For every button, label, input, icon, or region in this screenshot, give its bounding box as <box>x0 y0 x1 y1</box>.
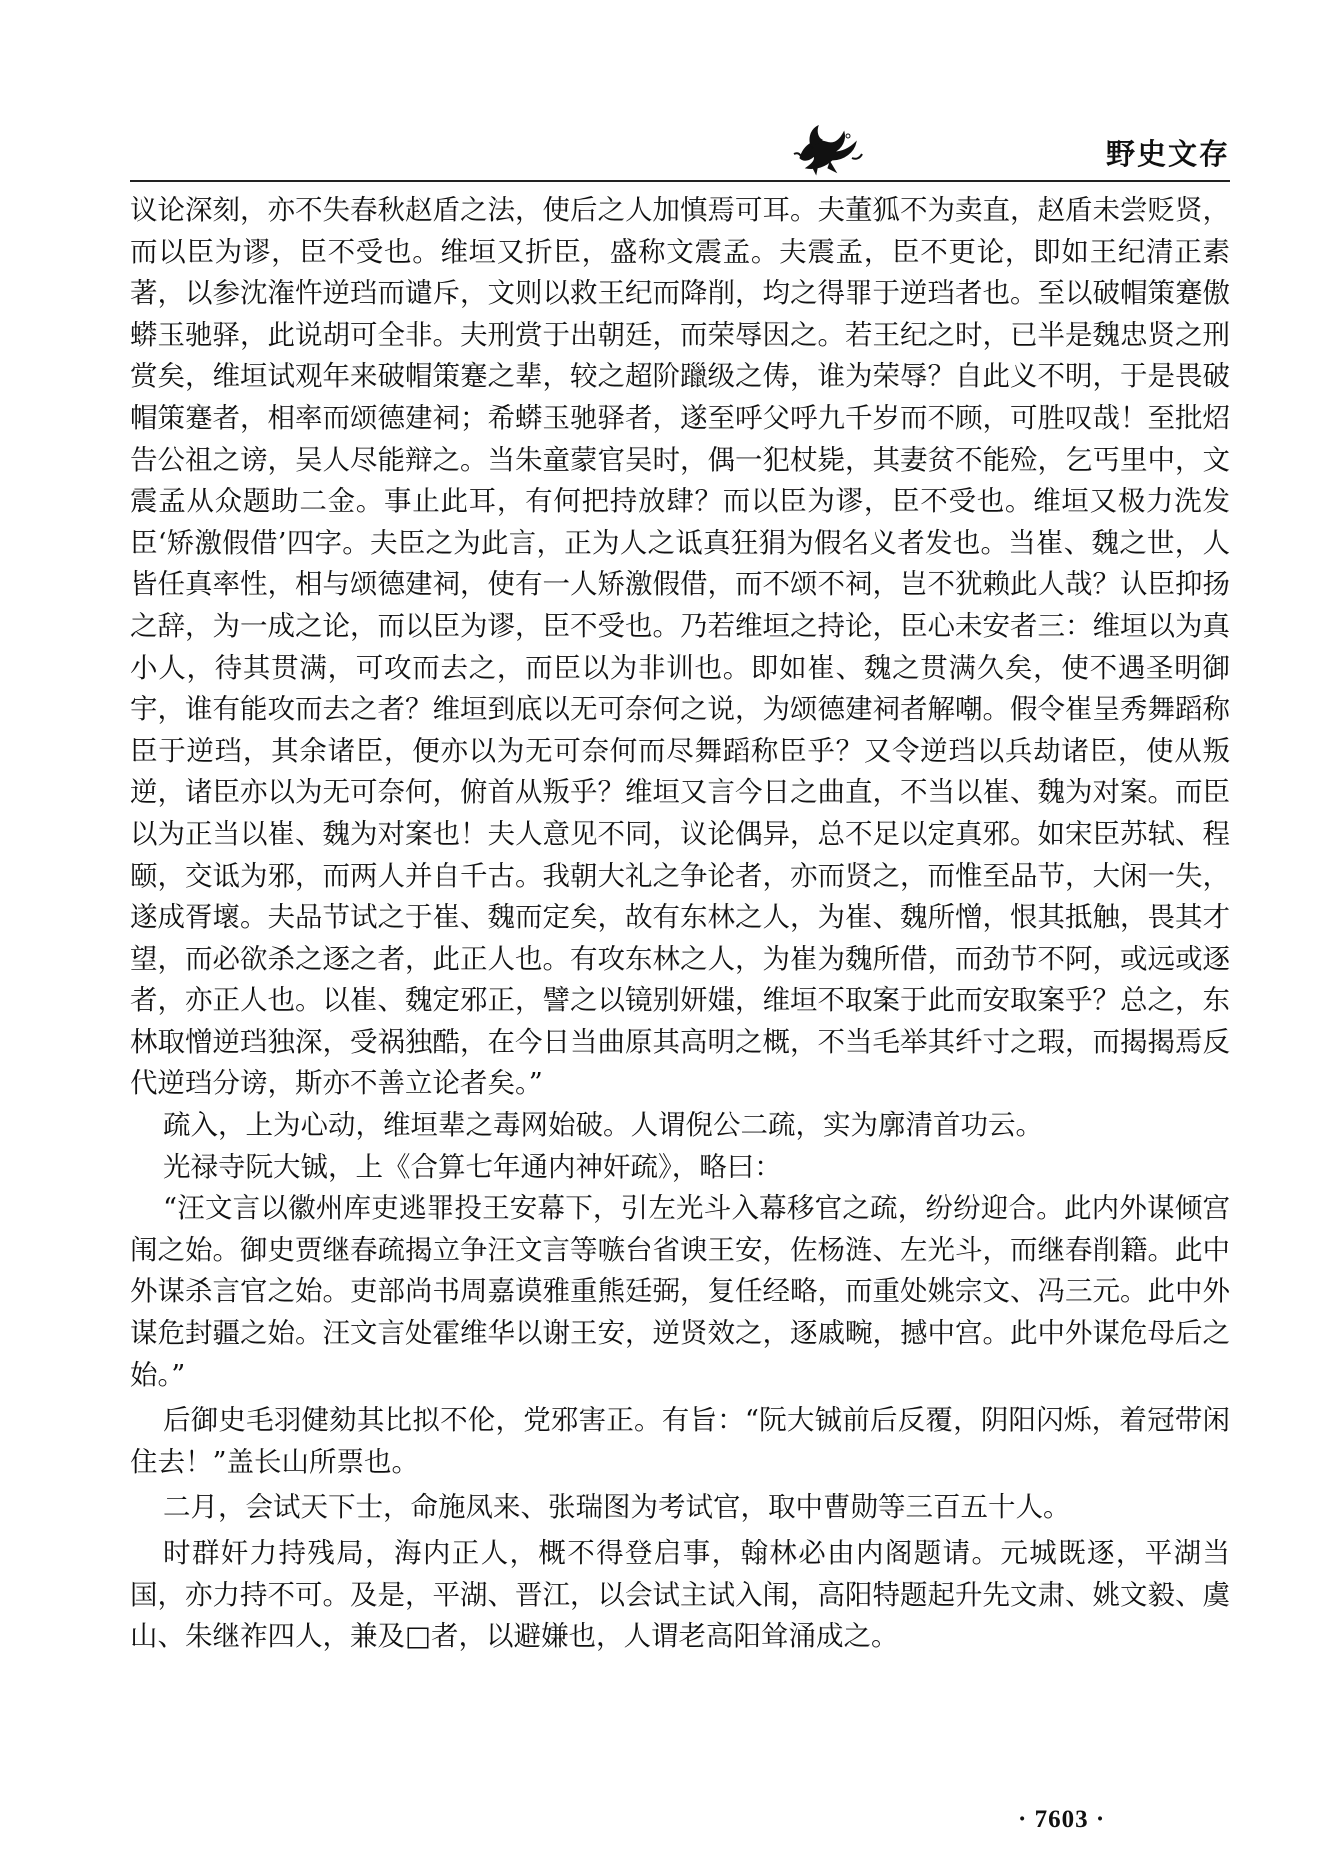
paragraph: 光禄寺阮大铖，上《合算七年通内神奸疏》，略曰： <box>163 1150 782 1183</box>
body-text <box>130 190 1230 1658</box>
paragraph: 后御史毛羽健劾其比拟不伦，党邪害正。有旨：“阮大铖前后反覆，阴阳闪烁，着冠带闲住去！”盖长山所票也。 <box>130 1404 1230 1478</box>
paragraph: 时群奸力持残局，海内正人，概不得登启事，翰林必由内阁题请。元城既逐，平湖当国，亦力持不可。及是，平湖、晋江，以会试主试入闱，高阳特题起升先文肃、姚文毅、虞山、朱继祚四人，兼及□者，以避嫌也，人谓老高阳耸涌成之。 <box>130 1537 1230 1653</box>
book-series-title: 野史文存 <box>1105 137 1230 171</box>
page-number: · 7603 · <box>1018 1806 1106 1833</box>
running-header <box>760 118 1230 178</box>
paragraph: 二月，会试天下士，命施凤来、张瑞图为考试官，取中曹勋等三百五十人。 <box>163 1491 1071 1524</box>
paragraph: 议论深刻，亦不失春秋赵盾之法，使后之人加慎焉可耳。夫董狐不为卖直，赵盾未尝贬贤，而以臣为谬，臣不受也。维垣又折臣，盛称文震孟。夫震孟，臣不更论，即如王纪清正素著，以参沈潅忤逆珰而谴斥，文则以救王纪而降削，均之得罪于逆珰者也。至以破帽策蹇傲蟒玉驰驿，此说胡可全非。夫刑赏于出朝廷，而荣辱因之。若王纪之时，已半是魏忠贤之刑赏矣，维垣试观年来破帽策蹇之辈，较之超阶躐级之俦，谁为荣辱？自此义不明，于是畏破帽策蹇者，相率而颂德建祠；希蟒玉驰驿者，遂至呼父呼九千岁而不顾，可胜叹哉！至批炤告公祖之谤，吴人尽能辩之。当朱童蒙官吴时，偶一犯杖毙，其妻贫不能殓，乞丐里中，文震孟从众题助二金。事止此耳，有何把持放肆？而以臣为谬，臣不受也。维垣又极力洗发臣‘矫激假借’四字。夫臣之为此言，正为人之诋真狂狷为假名义者发也。当崔、魏之世，人皆任真率性，相与颂德建祠，使有一人矫激假借，而不颂不祠，岂不犹赖此人哉？认臣抑扬之辞，为一成之论，而以臣为谬，臣不受也。乃若维垣之持论，臣心未安者三：维垣以为真小人，待其贯满，可攻而去之，而臣以为非训也。即如崔、魏之贯满久矣，使不遇圣明御宇，谁有能攻而去之者？维垣到底以无可奈何之说，为颂德建祠者解嘲。假令崔呈秀舞蹈称臣于逆珰，其余诸臣，便亦以为无可奈何而尽舞蹈称臣乎？又令逆珰以兵劫诸臣，使从叛逆，诸臣亦以为无可奈何，俯首从叛乎？维垣又言今日之曲直，不当以崔、魏为对案。而臣以为正当以崔、魏为对案也！夫人意见不同，议论偶异，总不足以定真邪。如宋臣苏轼、程颐，交诋为邪，而两人并自千古。我朝大礼之争论者，亦而贤之，而惟至品节，大闲一失，遂成胥壞。夫品节试之于崔、魏而定矣，故有东林之人，为崔、魏所憎，恨其抵触，畏其才望，而必欲杀之逐之者，此正人也。有攻东林之人，为崔为魏所借，而劲节不阿，或远或逐者，亦正人也。以崔、魏定邪正，譬之以镜别妍媸，维垣不取案于此而安取案乎？总之，东林取憎逆珰独深，受祸独酷，在今日当曲原其高明之概，不当毛举其纤寸之瑕，而揭揭焉反代逆珰分谤，斯亦不善立论者矣。” <box>130 194 1230 1100</box>
header-rule <box>130 180 1230 182</box>
paragraph: “汪文言以徽州库吏逃罪投王安幕下，引左光斗入幕移官之疏，纷纷迎合。此内外谋倾宫闱之始。御史贾继春疏揭立争汪文言等嗾台省谀王安，佐杨涟、左光斗，而继春削籍。此中外谋杀言官之始。吏部尚书周嘉谟雅重熊廷弼，复任经略，而重处姚宗文、冯三元。此中外谋危封疆之始。汪文言处霍维华以谢王安，逆贤效之，逐戚畹，撼中宫。此中外谋危母后之始。” <box>130 1192 1230 1391</box>
paragraph: 疏入，上为心动，维垣辈之毒网始破。人谓倪公二疏，实为廓清首功云。 <box>163 1109 1043 1142</box>
dragon-emblem-icon <box>790 118 864 176</box>
